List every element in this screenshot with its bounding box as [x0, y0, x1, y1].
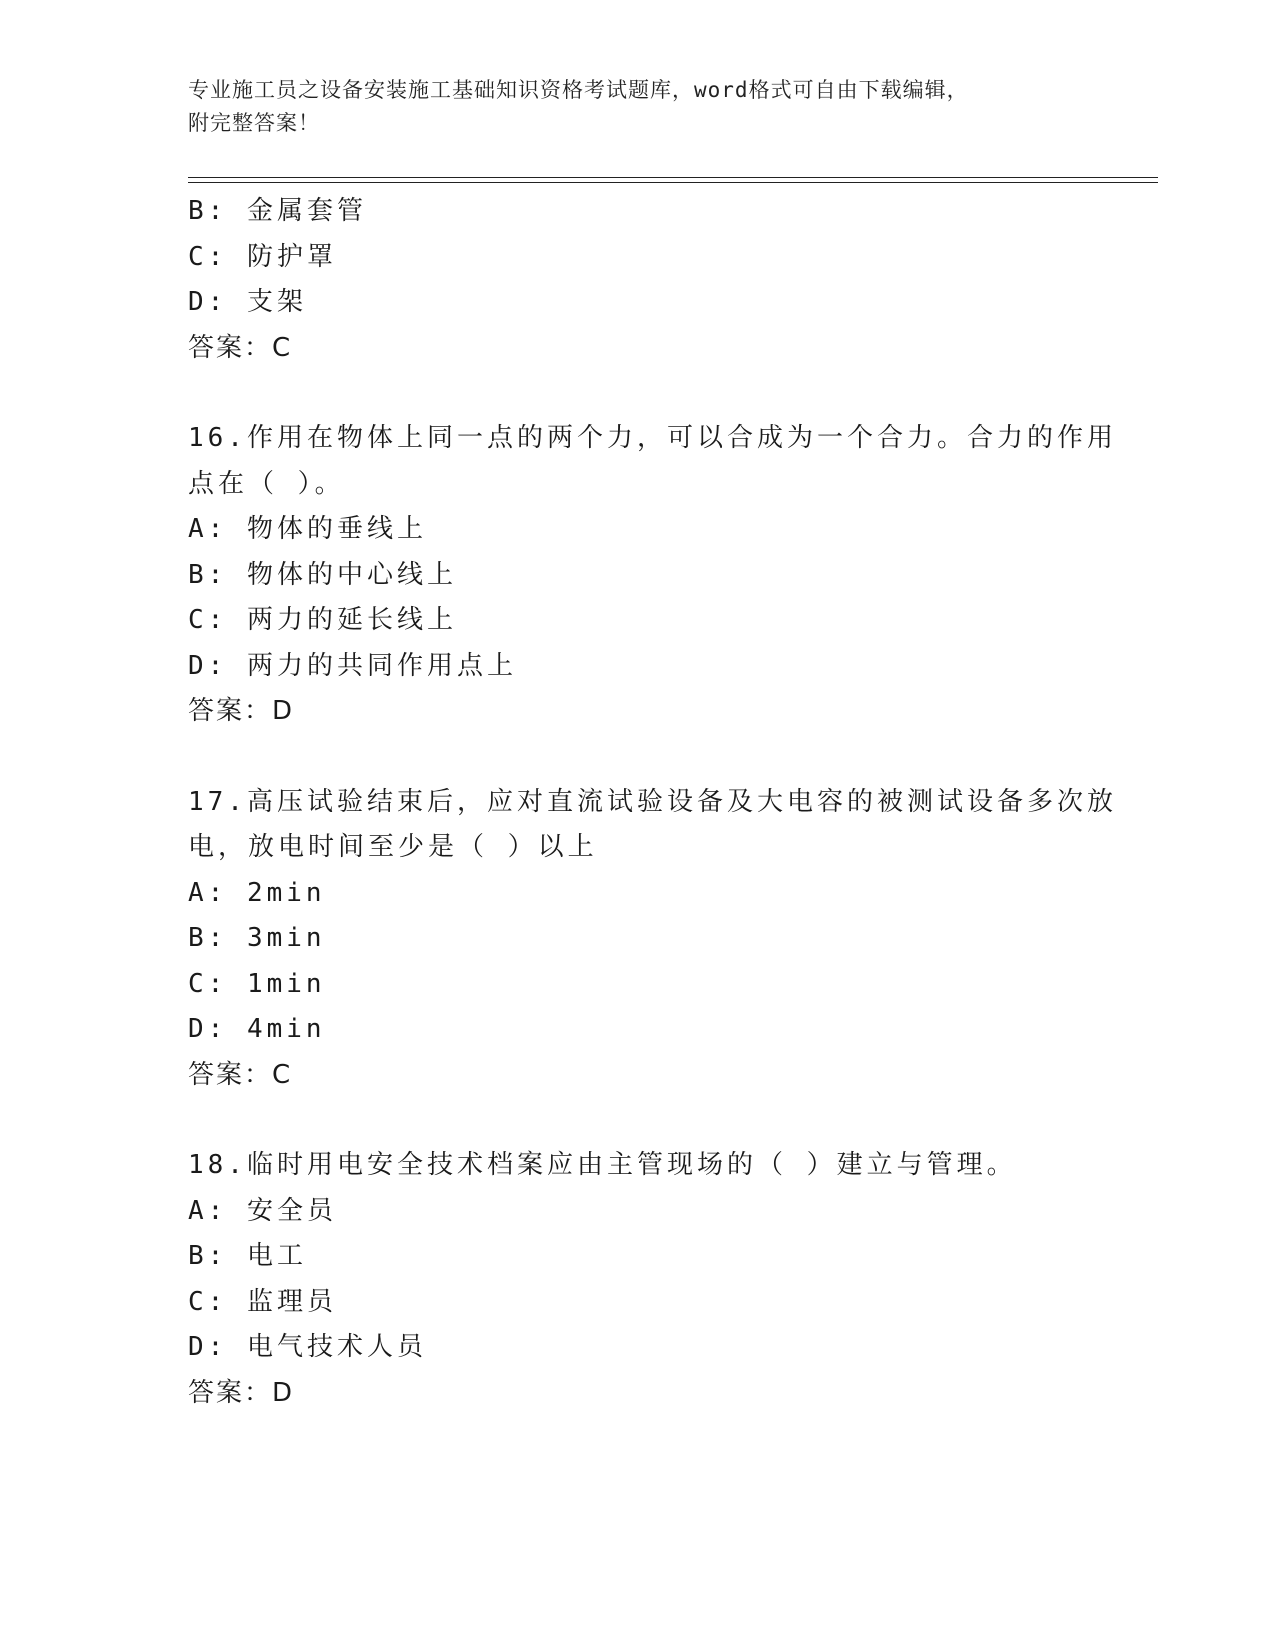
option-d: D: 支架	[188, 287, 307, 317]
option-c: C: 监理员	[188, 1286, 337, 1317]
option-b: B: 电工	[188, 1241, 307, 1271]
option-a: A: 2min	[188, 877, 326, 908]
question-16	[188, 416, 1117, 735]
question-stem-line: 点在（ ）。	[188, 468, 345, 499]
question-stem-line: 电，放电时间至少是（ ）以上	[188, 832, 598, 862]
answer-line: 答案：D	[188, 1377, 295, 1408]
spacer	[188, 371, 1088, 416]
header-divider-top	[188, 177, 1158, 178]
option-a: A: 物体的垂线上	[188, 514, 427, 544]
question-18	[188, 1143, 1088, 1416]
header-line-2: 附完整答案！	[188, 111, 320, 135]
option-c: C: 两力的延长线上	[188, 605, 457, 635]
document-header	[188, 74, 1088, 140]
option-a: A: 安全员	[188, 1195, 337, 1226]
option-d: D: 4min	[188, 1014, 326, 1044]
header-line-1: 专业施工员之设备安装施工基础知识资格考试题库，word格式可自由下载编辑，	[188, 78, 969, 102]
option-c: C: 1min	[188, 968, 326, 999]
option-d: D: 电气技术人员	[188, 1332, 427, 1362]
option-b: B: 3min	[188, 923, 326, 953]
option-d: D: 两力的共同作用点上	[188, 650, 517, 681]
question-stem-line: 16.作用在物体上同一点的两个力，可以合成为一个合力。合力的作用	[188, 423, 1117, 453]
question-stem-line: 17.高压试验结束后，应对直流试验设备及大电容的被测试设备多次放	[188, 786, 1117, 817]
question-15-continuation	[188, 189, 1088, 371]
option-b: B: 物体的中心线上	[188, 559, 457, 590]
spacer	[188, 1098, 1088, 1143]
answer-line: 答案：C	[188, 1059, 293, 1090]
question-list	[188, 189, 1117, 1416]
option-c: C: 防护罩	[188, 241, 337, 272]
header-divider-bottom	[188, 182, 1158, 183]
question-17	[188, 780, 1117, 1099]
question-stem-line: 18.临时用电安全技术档案应由主管现场的（ ）建立与管理。	[188, 1150, 1017, 1180]
spacer	[188, 735, 1088, 780]
answer-line: 答案：D	[188, 696, 295, 726]
option-b: B: 金属套管	[188, 196, 367, 226]
answer-line: 答案：C	[188, 332, 293, 363]
